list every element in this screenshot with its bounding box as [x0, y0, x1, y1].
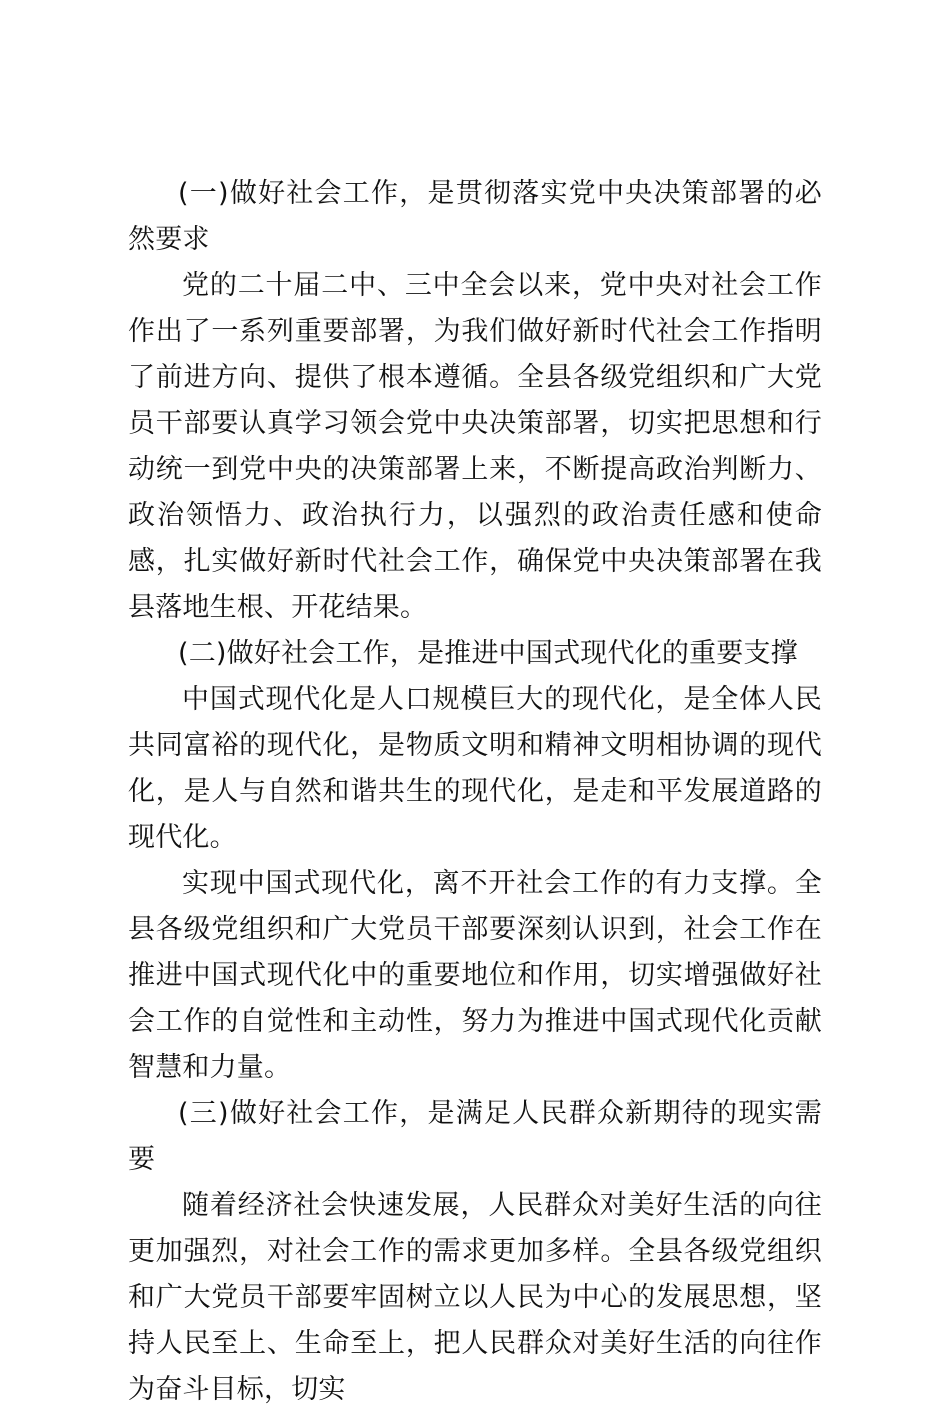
- paragraph-3: 实现中国式现代化，离不开社会工作的有力支撑。全县各级党组织和广大党员干部要深刻认识到，社会工作在推进中国式现代化中的重要地位和作用，切实增强做好社会工作的自觉性和主动性，努力为推进中国式现代化贡献智慧和力量。: [128, 868, 822, 1083]
- section-heading-1: (一)做好社会工作，是贯彻落实党中央决策部署的必然要求: [128, 178, 822, 255]
- document-body: [128, 171, 822, 1413]
- section-heading-3: (三)做好社会工作，是满足人民群众新期待的现实需要: [128, 1098, 822, 1175]
- paragraph-4: 随着经济社会快速发展，人民群众对美好生活的向往更加强烈，对社会工作的需求更加多样。全县各级党组织和广大党员干部要牢固树立以人民为中心的发展思想，坚持人民至上、生命至上，把人民群众对美好生活的向往作为奋斗目标，切实: [128, 1190, 822, 1405]
- section-heading-2: (二)做好社会工作，是推进中国式现代化的重要支撑: [178, 638, 798, 669]
- paragraph-1: 党的二十届二中、三中全会以来，党中央对社会工作作出了一系列重要部署，为我们做好新时代社会工作指明了前进方向、提供了根本遵循。全县各级党组织和广大党员干部要认真学习领会党中央决策部署，切实把思想和行动统一到党中央的决策部署上来，不断提高政治判断力、政治领悟力、政治执行力，以强烈的政治责任感和使命感，扎实做好新时代社会工作，确保党中央决策部署在我县落地生根、开花结果。: [128, 270, 822, 623]
- paragraph-2: 中国式现代化是人口规模巨大的现代化，是全体人民共同富裕的现代化，是物质文明和精神文明相协调的现代化，是人与自然和谐共生的现代化，是走和平发展道路的现代化。: [128, 684, 822, 853]
